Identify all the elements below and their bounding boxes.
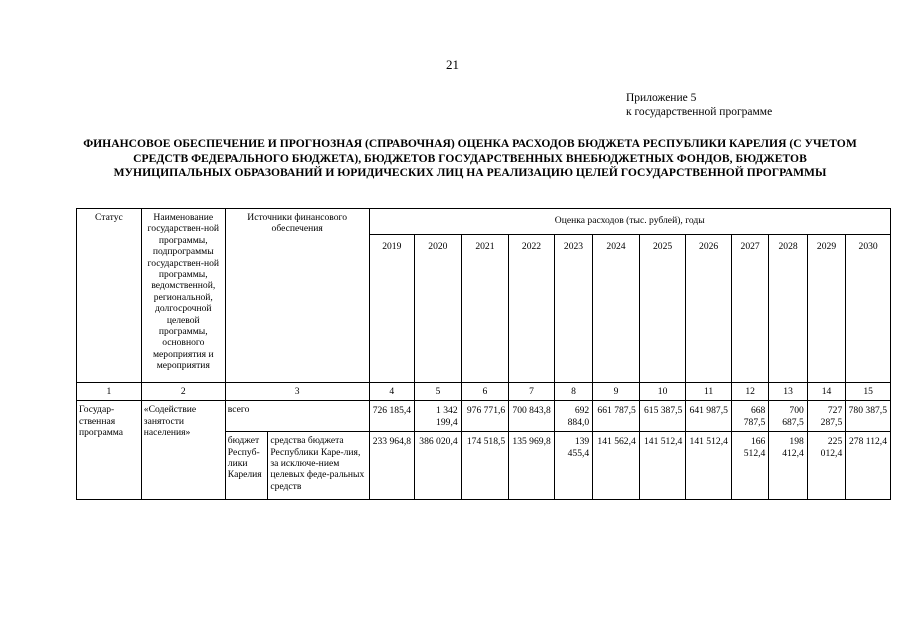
- column-number: 1: [77, 383, 142, 401]
- financing-table: [76, 208, 891, 500]
- row-budget-detail: средства бюджета Республики Каре-лия, за исключе-нием целевых феде-ральных средств: [268, 432, 369, 500]
- appendix-line-2: к государственной программе: [626, 106, 773, 118]
- budget-value: 233 964,8: [369, 432, 415, 500]
- column-number: 10: [639, 383, 686, 401]
- year-header: 2019: [369, 235, 415, 383]
- total-value: 661 787,5: [593, 401, 640, 432]
- budget-value: 166 512,4: [731, 432, 768, 500]
- row-program-name: «Содействие занятости населения»: [141, 401, 225, 500]
- year-header: 2029: [807, 235, 845, 383]
- total-value: 641 987,5: [686, 401, 732, 432]
- row-status: Государ-ственная программа: [77, 401, 142, 500]
- column-number: 9: [593, 383, 640, 401]
- budget-value: 139 455,4: [554, 432, 592, 500]
- column-number: 6: [461, 383, 509, 401]
- year-header: 2030: [846, 235, 891, 383]
- budget-value: 135 969,8: [509, 432, 555, 500]
- header-status: Статус: [77, 209, 142, 383]
- total-value: 615 387,5: [639, 401, 686, 432]
- budget-value: 225 012,4: [807, 432, 845, 500]
- year-header: 2026: [686, 235, 732, 383]
- total-value: 727 287,5: [807, 401, 845, 432]
- budget-value: 141 562,4: [593, 432, 640, 500]
- header-sources: Источники финансового обеспечения: [225, 209, 369, 383]
- year-header: 2023: [554, 235, 592, 383]
- column-number: 15: [846, 383, 891, 401]
- row-total-label: всего: [225, 401, 369, 432]
- total-value: 668 787,5: [731, 401, 768, 432]
- total-value: 1 342 199,4: [415, 401, 462, 432]
- column-number: 11: [686, 383, 732, 401]
- table-row-total: [77, 401, 891, 432]
- budget-value: 198 412,4: [769, 432, 807, 500]
- column-number-row: [77, 383, 891, 401]
- budget-value: 174 518,5: [461, 432, 509, 500]
- budget-value: 278 112,4: [846, 432, 891, 500]
- column-number: 7: [509, 383, 555, 401]
- year-header: 2027: [731, 235, 768, 383]
- column-number: 13: [769, 383, 807, 401]
- total-value: 700 843,8: [509, 401, 555, 432]
- column-number: 8: [554, 383, 592, 401]
- column-number: 2: [141, 383, 225, 401]
- total-value: 700 687,5: [769, 401, 807, 432]
- budget-value: 141 512,4: [639, 432, 686, 500]
- year-header: 2025: [639, 235, 686, 383]
- year-header: 2024: [593, 235, 640, 383]
- year-header: 2021: [461, 235, 509, 383]
- total-value: 976 771,6: [461, 401, 509, 432]
- column-number: 12: [731, 383, 768, 401]
- column-number: 14: [807, 383, 845, 401]
- column-number: 5: [415, 383, 462, 401]
- budget-value: 141 512,4: [686, 432, 732, 500]
- budget-value: 386 020,4: [415, 432, 462, 500]
- column-number: 4: [369, 383, 415, 401]
- year-header: 2028: [769, 235, 807, 383]
- appendix-note: [626, 91, 772, 119]
- year-header: 2020: [415, 235, 462, 383]
- row-budget-label: бюджет Респуб-лики Карелия: [225, 432, 268, 500]
- column-number: 3: [225, 383, 369, 401]
- header-row-title: [77, 209, 891, 235]
- total-value: 780 387,5: [846, 401, 891, 432]
- total-value: 726 185,4: [369, 401, 415, 432]
- page-number: 21: [446, 57, 459, 72]
- header-estimate: Оценка расходов (тыс. рублей), годы: [369, 209, 890, 235]
- total-value: 692 884,0: [554, 401, 592, 432]
- appendix-line-1: Приложение 5: [626, 92, 697, 104]
- header-name: Наименование государствен-ной программы, подпрограммы государствен-ной программы, ведомственной, региональной, долгосрочной целевой программы, основного мероприятия и мероприятия: [141, 209, 225, 383]
- year-header: 2022: [509, 235, 555, 383]
- document-title: ФИНАНСОВОЕ ОБЕСПЕЧЕНИЕ И ПРОГНОЗНАЯ (СПРАВОЧНАЯ) ОЦЕНКА РАСХОДОВ БЮДЖЕТА РЕСПУБЛИКИ КАРЕЛИЯ (С УЧЕТОМ СРЕДСТВ ФЕДЕРАЛЬНОГО БЮДЖЕТА), БЮДЖЕТОВ ГОСУДАРСТВЕННЫХ ВНЕБЮДЖЕТНЫХ ФОНДОВ, БЮДЖЕТОВ МУНИЦИПАЛЬНЫХ ОБРАЗОВАНИЙ И ЮРИДИЧЕСКИХ ЛИЦ НА РЕАЛИЗАЦИЮ ЦЕЛЕЙ ГОСУДАРСТВЕННОЙ ПРОГРАММЫ: [83, 137, 857, 179]
